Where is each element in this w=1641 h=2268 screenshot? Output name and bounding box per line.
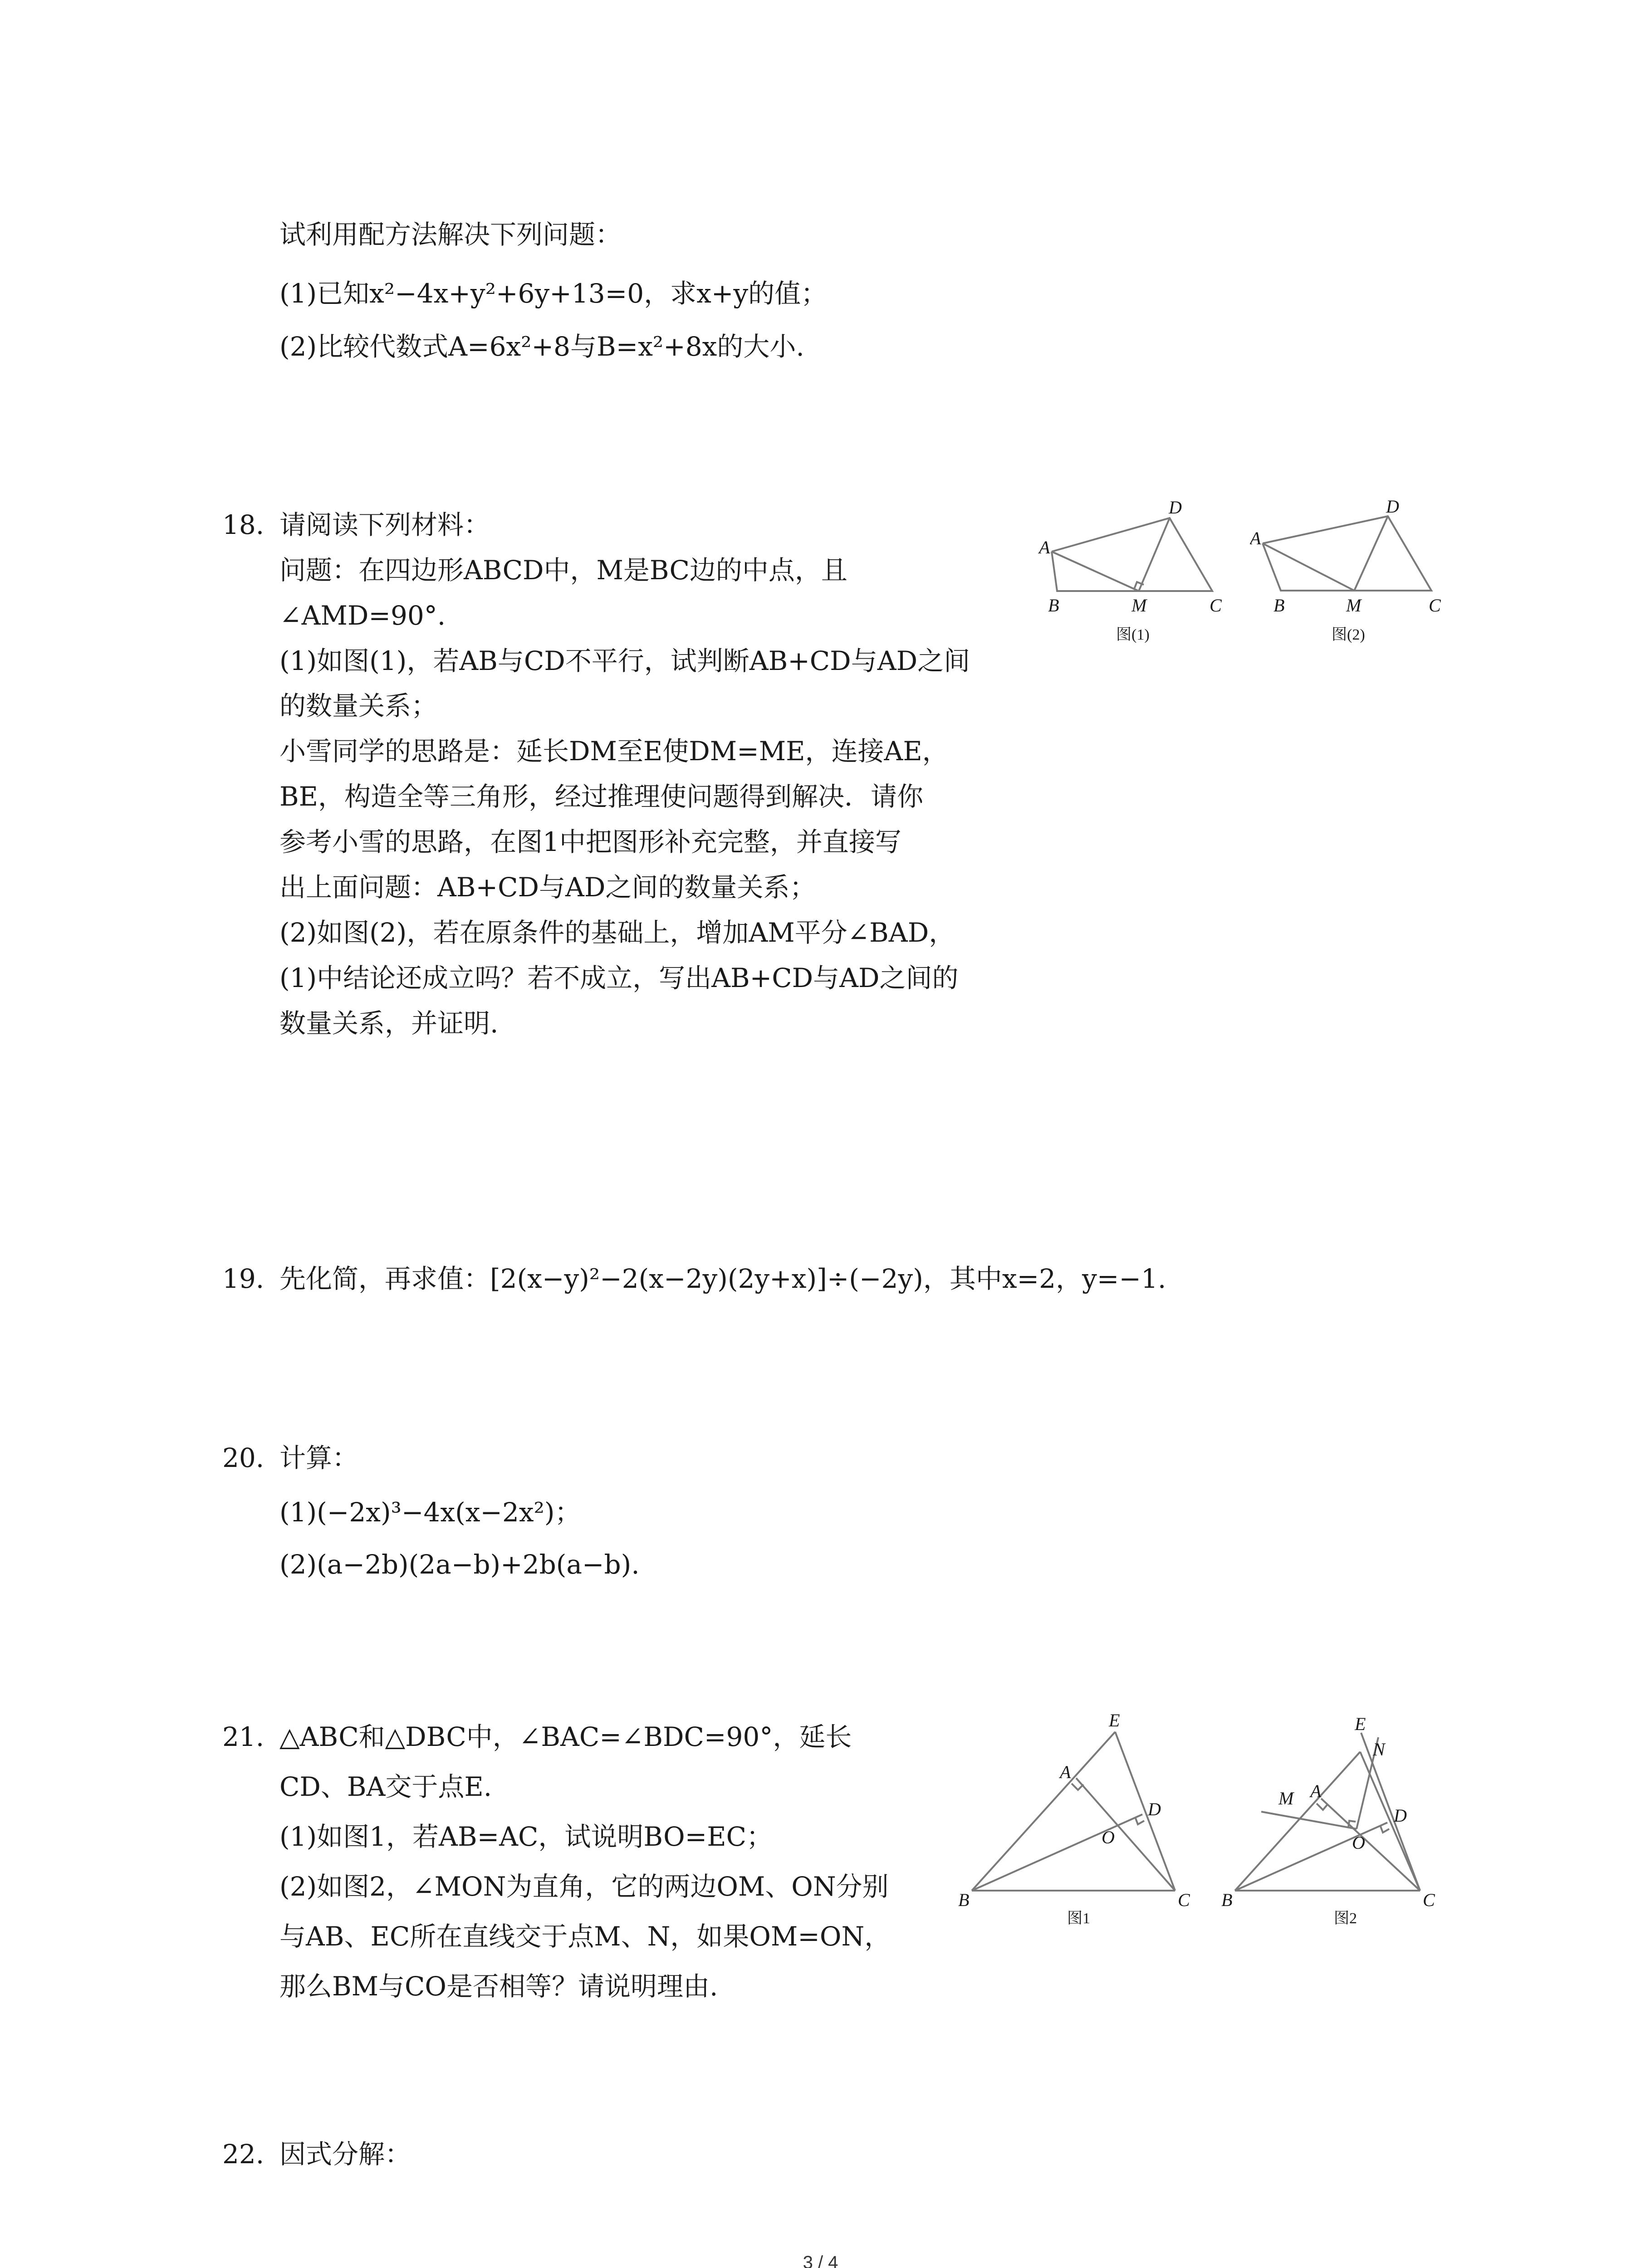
q21-line: 与AB、EC所在直线交于点M、N，如果OM=ON， xyxy=(279,1921,891,1952)
point-label-b: B xyxy=(1221,1890,1233,1910)
q17-part1: (1)已知x²−4x+y²+6y+13=0，求x+y的值； xyxy=(279,278,828,309)
segment-be xyxy=(972,1732,1115,1891)
q20-number: 20. xyxy=(222,1442,265,1473)
q18-line: (2)如图(2)，若在原条件的基础上，增加AM平分∠BAD， xyxy=(279,917,955,948)
right-angle-mark-a xyxy=(1317,1804,1327,1810)
q21-line: (2)如图2，∠MON为直角，它的两边OM、ON分别 xyxy=(279,1871,889,1902)
segment-dm xyxy=(1139,518,1170,591)
point-label-o: O xyxy=(1352,1833,1365,1853)
q20-line: (2)(a−2b)(2a−b)+2b(a−b). xyxy=(279,1549,640,1580)
q17-intro: 试利用配方法解决下列问题： xyxy=(279,219,622,250)
q18-number: 18. xyxy=(222,509,265,540)
right-angle-mark-d xyxy=(1380,1825,1389,1833)
point-label-b: B xyxy=(1274,595,1285,616)
point-label-c: C xyxy=(1210,595,1222,616)
point-label-b: B xyxy=(958,1890,970,1910)
q18-line: 的数量关系； xyxy=(279,690,438,721)
point-label-c: C xyxy=(1423,1890,1435,1910)
point-label-e: E xyxy=(1355,1714,1366,1734)
point-label-e: E xyxy=(1109,1710,1120,1730)
figure-caption: 图(1) xyxy=(1116,626,1150,643)
q21-number: 21. xyxy=(222,1721,265,1752)
q17-part2: (2)比较代数式A=6x²+8与B=x²+8x的大小. xyxy=(279,331,804,362)
q19-text: 先化简，再求值：[2(x−y)²−2(x−2y)(2y+x)]÷(−2y)，其中x=2，y=−1. xyxy=(279,1263,1166,1294)
q21-line: CD、BA交于点E. xyxy=(279,1771,492,1802)
q21-figure-1 xyxy=(957,1710,1202,1928)
q18-line: 请阅读下列材料： xyxy=(279,509,490,540)
q18-line: 数量关系，并证明. xyxy=(279,1008,499,1039)
q20-line: (1)(−2x)³−4x(x−2x²)； xyxy=(279,1497,581,1528)
segment-dm xyxy=(1354,516,1388,591)
q18-figure-2 xyxy=(1250,494,1450,649)
q20-line: 计算： xyxy=(279,1442,359,1473)
q22-text: 因式分解： xyxy=(279,2139,411,2170)
segment-am xyxy=(1052,552,1139,591)
page-number: 3 / 4 xyxy=(803,2253,838,2268)
point-label-m: M xyxy=(1132,595,1147,616)
q21-line: 那么BM与CO是否相等？请说明理由. xyxy=(279,1971,718,2002)
ray-om xyxy=(1261,1812,1357,1829)
point-label-o: O xyxy=(1102,1827,1115,1848)
q19-number: 19. xyxy=(222,1263,265,1294)
figure-caption: 图2 xyxy=(1334,1910,1357,1927)
q18-line: 出上面问题：AB+CD与AD之间的数量关系； xyxy=(279,872,816,903)
point-label-m: M xyxy=(1346,595,1362,616)
point-label-d: D xyxy=(1148,1799,1161,1819)
point-label-n: N xyxy=(1373,1739,1385,1760)
q18-line: 问题：在四边形ABCD中，M是BC边的中点，且 xyxy=(279,555,847,586)
point-label-a: A xyxy=(1039,537,1050,557)
point-label-b: B xyxy=(1048,595,1059,616)
figure-caption: 图1 xyxy=(1067,1910,1090,1927)
point-label-a: A xyxy=(1250,528,1261,548)
segment-be xyxy=(1235,1752,1360,1891)
q18-line: ∠AMD=90°. xyxy=(279,600,446,631)
q18-figure-1 xyxy=(1030,494,1248,649)
q18-line: (1)如图(1)，若AB与CD不平行，试判断AB+CD与AD之间 xyxy=(279,645,970,676)
point-label-m: M xyxy=(1279,1788,1294,1809)
q18-line: (1)中结论还成立吗？若不成立，写出AB+CD与AD之间的 xyxy=(279,963,959,993)
segment-am xyxy=(1263,543,1354,591)
q18-line: 参考小雪的思路，在图1中把图形补充完整，并直接写 xyxy=(279,826,901,857)
segment-bd xyxy=(972,1814,1142,1891)
segment-ac xyxy=(1076,1778,1175,1891)
figure-caption: 图(2) xyxy=(1332,626,1365,643)
q22-number: 22. xyxy=(222,2139,265,2170)
point-label-d: D xyxy=(1394,1805,1407,1826)
point-label-d: D xyxy=(1169,497,1182,518)
q18-line: 小雪同学的思路是：延长DM至E使DM=ME，连接AE， xyxy=(279,736,949,767)
quadrilateral-abcd xyxy=(1263,516,1431,591)
segment-ec xyxy=(1115,1732,1175,1891)
point-label-c: C xyxy=(1178,1890,1190,1910)
q21-line: △ABC和△DBC中，∠BAC=∠BDC=90°，延长 xyxy=(279,1721,852,1752)
q21-line: (1)如图1，若AB=AC，试说明BO=EC； xyxy=(279,1821,773,1852)
quadrilateral-abcd xyxy=(1052,518,1212,591)
segment-ec-ext xyxy=(1361,1733,1420,1891)
q18-line: BE，构造全等三角形，经过推理使问题得到解决．请你 xyxy=(279,781,923,812)
q21-figure-2 xyxy=(1220,1710,1474,1928)
point-label-a: A xyxy=(1310,1781,1322,1801)
point-label-a: A xyxy=(1060,1762,1071,1782)
point-label-d: D xyxy=(1386,496,1399,517)
right-angle-mark-d xyxy=(1135,1817,1144,1824)
point-label-c: C xyxy=(1429,595,1441,616)
